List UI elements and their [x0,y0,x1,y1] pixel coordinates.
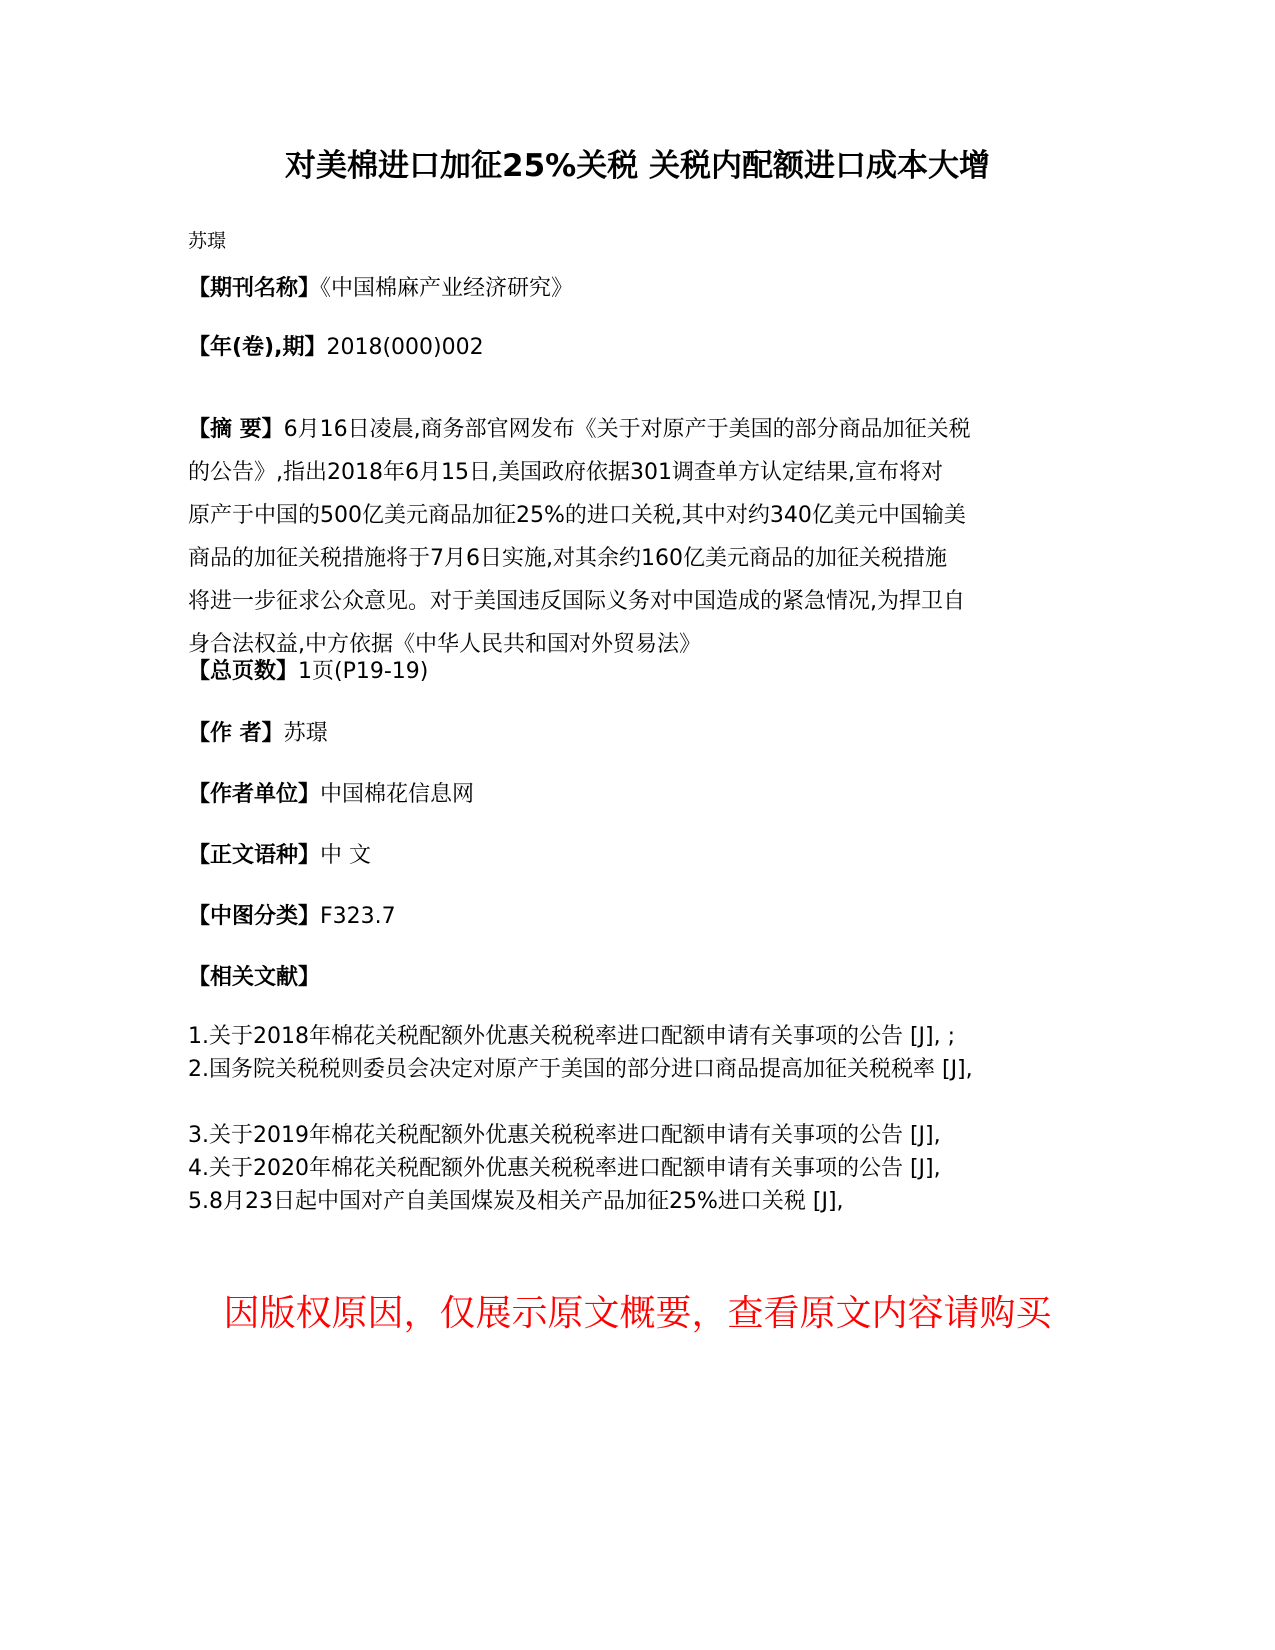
field-abstract [188,408,1088,666]
document-title: 对美棉进口加征25%关税 关税内配额进口成本大增 [285,148,990,184]
field-journal-label: 【期刊名称】 [188,276,321,301]
copyright-notice: 因版权原因，仅展示原文概要，查看原文内容请购买 [223,1293,1052,1334]
reference-item[interactable]: 5.8月23日起中国对产自美国煤炭及相关产品加征25%进口关税 [J], [188,1189,844,1214]
reference-item[interactable]: 4.关于2020年棉花关税配额外优惠关税税率进口配额申请有关事项的公告 [J], [188,1156,941,1181]
abstract-line: 身合法权益,中方依据《中华人民共和国对外贸易法》 [188,632,701,657]
field-affiliation-value: 中国棉花信息网 [320,782,475,807]
field-language-value: 中 文 [320,843,372,868]
field-abstract-label: 【摘 要】 [188,417,284,442]
abstract-line: 原产于中国的500亿美元商品加征25%的进口关税,其中对约340亿美元中国输美 [188,503,966,528]
field-classification-label: 【中图分类】 [188,904,321,929]
field-journal-value: 《中国棉麻产业经济研究》 [320,276,574,301]
field-author-label: 【作 者】 [188,721,284,746]
reference-spacer [188,1086,1088,1119]
reference-item[interactable]: 2.国务院关税税则委员会决定对原产于美国的部分进口商品提高加征关税税率 [J], [188,1057,973,1082]
abstract-line [188,408,1088,451]
reference-item[interactable]: 3.关于2019年棉花关税配额外优惠关税税率进口配额申请有关事项的公告 [J], [188,1123,941,1148]
author-byline: 苏璟 [188,230,227,252]
field-language [188,834,1088,877]
field-pages-label: 【总页数】 [188,659,299,684]
field-related-label: 【相关文献】 [188,965,321,990]
field-issue-label: 【年(卷),期】 [188,335,327,360]
field-affiliation [188,773,1088,816]
field-issue [188,326,1088,369]
field-related [188,956,1088,999]
field-author [188,712,1088,755]
abstract-line-text: 6月16日凌晨,商务部官网发布《关于对原产于美国的部分商品加征关税 [283,417,971,442]
abstract-line: 的公告》,指出2018年6月15日,美国政府依据301调查单方认定结果,宣布将对 [188,460,943,485]
field-pages [188,650,1088,693]
abstract-line: 将进一步征求公众意见。对于美国违反国际义务对中国造成的紧急情况,为捍卫自 [188,589,965,614]
field-language-label: 【正文语种】 [188,843,321,868]
field-classification [188,895,1088,938]
reference-item[interactable]: 1.关于2018年棉花关税配额外优惠关税税率进口配额申请有关事项的公告 [J], ; [188,1024,956,1049]
field-classification-value: F323.7 [320,904,396,929]
abstract-line: 商品的加征关税措施将于7月6日实施,对其余约160亿美元商品的加征关税措施 [188,546,947,571]
field-affiliation-label: 【作者单位】 [188,782,321,807]
reference-list [188,1020,1088,1218]
field-issue-value: 2018(000)002 [326,335,484,360]
field-journal [188,267,1088,310]
field-pages-value: 1页(P19-19) [298,659,429,684]
field-author-value: 苏璟 [283,721,328,746]
